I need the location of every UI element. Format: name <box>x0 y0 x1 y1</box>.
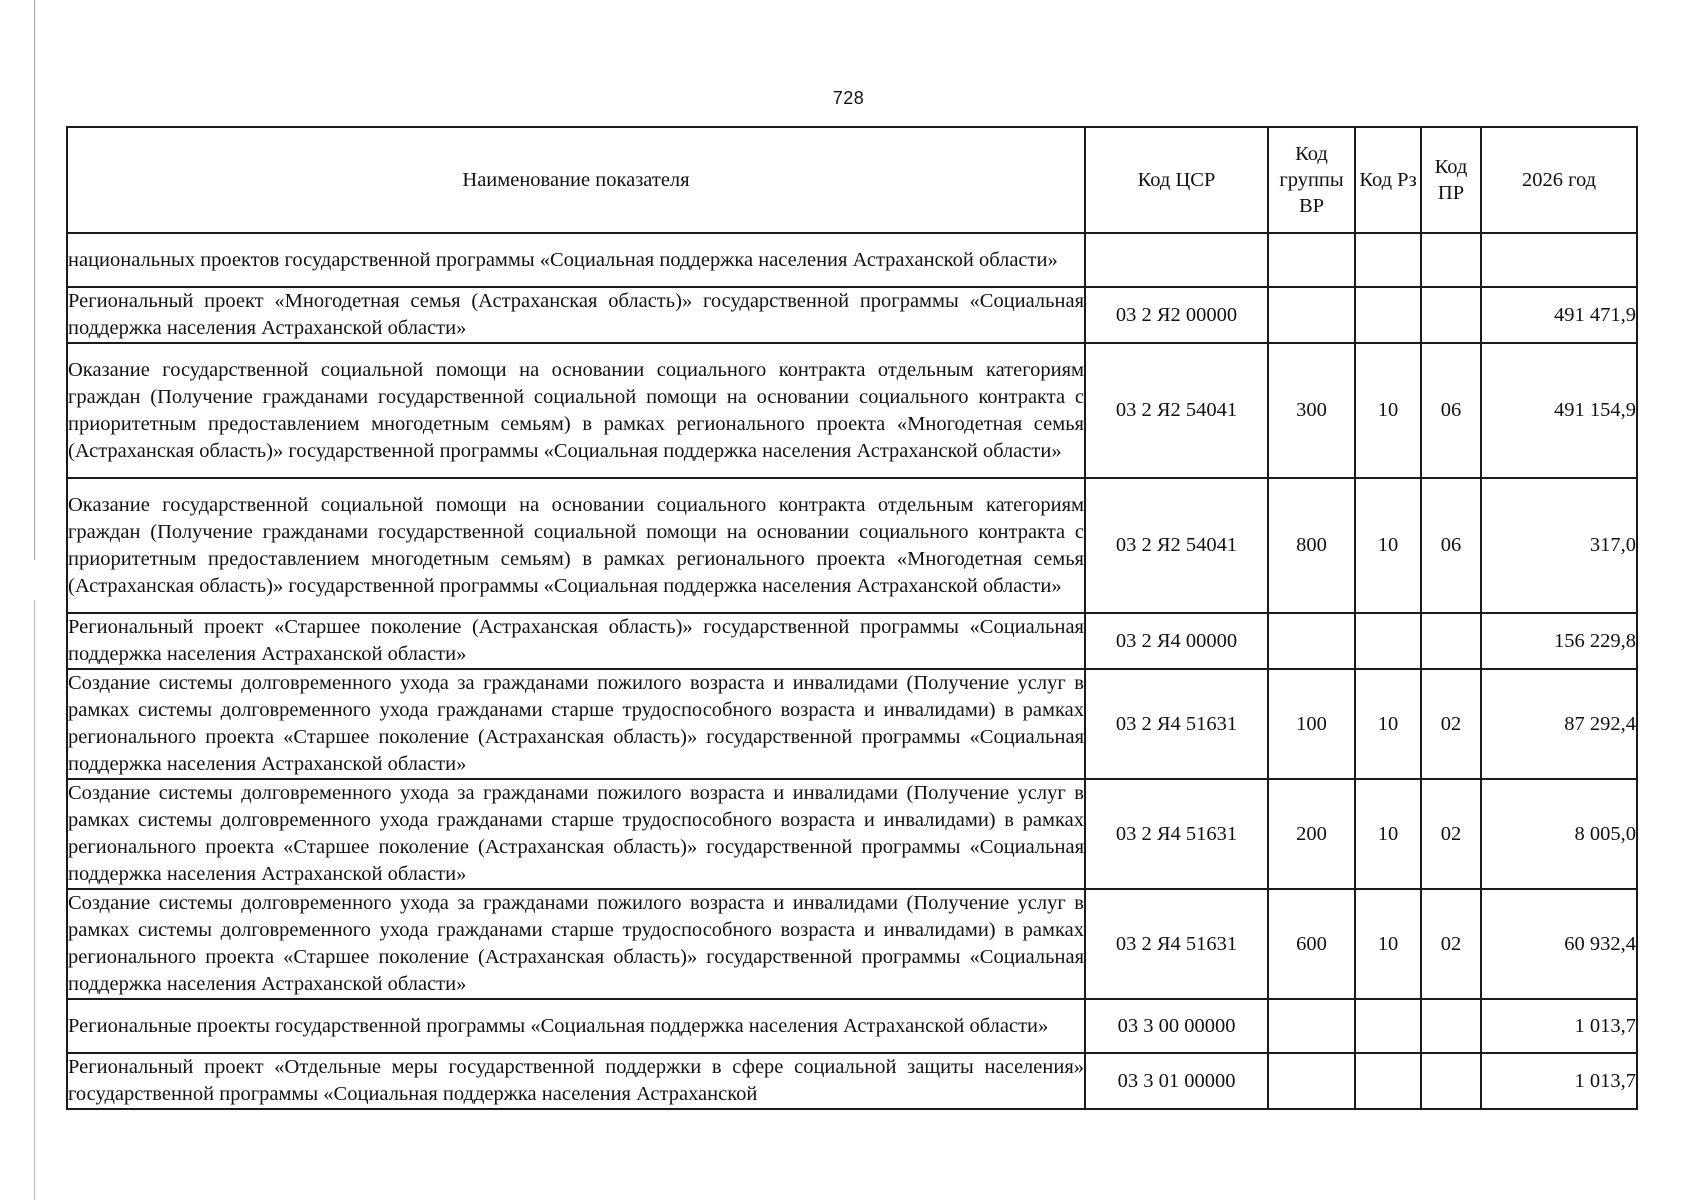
row-name: Создание системы долговременного ухода за гражданами пожилого возраста и инвалидами (Получение услуг в рамках системы долговременного ухода гражданами старше трудоспособного возраста и инвалидами) в рамках регионального проекта «Старшее поколение (Астраханская область)» государственной программы «Социальная поддержка населения Астраханской области» <box>67 669 1085 779</box>
row-vr: 800 <box>1268 478 1355 613</box>
row-rz <box>1355 999 1421 1053</box>
row-csr: 03 2 Я4 00000 <box>1085 613 1268 669</box>
row-rz: 10 <box>1355 343 1421 478</box>
row-sum: 87 292,4 <box>1481 669 1637 779</box>
header-indicator-name: Наименование показателя <box>67 127 1085 233</box>
row-pr <box>1421 233 1481 287</box>
row-pr: 06 <box>1421 478 1481 613</box>
row-pr <box>1421 999 1481 1053</box>
table-row <box>67 478 1637 613</box>
row-sum: 491 154,9 <box>1481 343 1637 478</box>
table-row <box>67 287 1637 343</box>
table-row <box>67 999 1637 1053</box>
row-sum: 1 013,7 <box>1481 999 1637 1053</box>
row-vr: 600 <box>1268 889 1355 999</box>
row-csr: 03 2 Я2 54041 <box>1085 343 1268 478</box>
page-number: 728 <box>832 88 865 108</box>
row-sum: 60 932,4 <box>1481 889 1637 999</box>
row-sum: 1 013,7 <box>1481 1053 1637 1109</box>
row-name: Создание системы долговременного ухода за гражданами пожилого возраста и инвалидами (Получение услуг в рамках системы долговременного ухода гражданами старше трудоспособного возраста и инвалидами) в рамках регионального проекта «Старшее поколение (Астраханская область)» государственной программы «Социальная поддержка населения Астраханской области» <box>67 889 1085 999</box>
row-vr: 100 <box>1268 669 1355 779</box>
header-csr-code: Код ЦСР <box>1085 127 1268 233</box>
row-rz <box>1355 1053 1421 1109</box>
row-pr: 02 <box>1421 779 1481 889</box>
table-row <box>67 889 1637 999</box>
row-rz: 10 <box>1355 779 1421 889</box>
row-name: Региональные проекты государственной программы «Социальная поддержка населения Астраханской области» <box>67 999 1085 1053</box>
row-rz <box>1355 233 1421 287</box>
row-sum <box>1481 233 1637 287</box>
row-name: Оказание государственной социальной помощи на основании социального контракта отдельным категориям граждан (Получение гражданами государственной социальной помощи на основании социального контракта с приоритетным предоставлением многодетным семьям) в рамках регионального проекта «Многодетная семья (Астраханская область)» государственной программы «Социальная поддержка населения Астраханской области» <box>67 343 1085 478</box>
row-name: Создание системы долговременного ухода за гражданами пожилого возраста и инвалидами (Получение услуг в рамках системы долговременного ухода гражданами старше трудоспособного возраста и инвалидами) в рамках регионального проекта «Старшее поколение (Астраханская область)» государственной программы «Социальная поддержка населения Астраханской области» <box>67 779 1085 889</box>
table-row <box>67 343 1637 478</box>
row-rz: 10 <box>1355 669 1421 779</box>
row-csr: 03 2 Я2 54041 <box>1085 478 1268 613</box>
row-vr <box>1268 233 1355 287</box>
row-vr <box>1268 613 1355 669</box>
header-rz-code: Код Рз <box>1355 127 1421 233</box>
row-csr: 03 2 Я4 51631 <box>1085 889 1268 999</box>
header-year-2026: 2026 год <box>1481 127 1637 233</box>
row-pr <box>1421 613 1481 669</box>
row-name: Оказание государственной социальной помощи на основании социального контракта отдельным категориям граждан (Получение гражданами государственной социальной помощи на основании социального контракта с приоритетным предоставлением многодетным семьям) в рамках регионального проекта «Многодетная семья (Астраханская область)» государственной программы «Социальная поддержка населения Астраханской области» <box>67 478 1085 613</box>
row-pr: 02 <box>1421 889 1481 999</box>
table-header-row <box>67 127 1637 233</box>
header-pr-code: Код ПР <box>1421 127 1481 233</box>
row-rz <box>1355 613 1421 669</box>
row-rz <box>1355 287 1421 343</box>
row-sum: 156 229,8 <box>1481 613 1637 669</box>
row-vr: 200 <box>1268 779 1355 889</box>
table-row <box>67 233 1637 287</box>
row-vr <box>1268 999 1355 1053</box>
row-name: Региональный проект «Старшее поколение (Астраханская область)» государственной программы «Социальная поддержка населения Астраханской области» <box>67 613 1085 669</box>
row-name: Региональный проект «Многодетная семья (Астраханская область)» государственной программы «Социальная поддержка населения Астраханской области» <box>67 287 1085 343</box>
row-pr <box>1421 287 1481 343</box>
row-pr: 02 <box>1421 669 1481 779</box>
table-row <box>67 1053 1637 1109</box>
header-vr-code: Код группы ВР <box>1268 127 1355 233</box>
row-vr: 300 <box>1268 343 1355 478</box>
row-sum: 8 005,0 <box>1481 779 1637 889</box>
budget-table <box>66 126 1638 1110</box>
row-name: национальных проектов государственной программы «Социальная поддержка населения Астраханской области» <box>67 233 1085 287</box>
row-csr <box>1085 233 1268 287</box>
row-rz: 10 <box>1355 889 1421 999</box>
row-name: Региональный проект «Отдельные меры государственной поддержки в сфере социальной защиты населения» государственной программы «Социальная поддержка населения Астраханской <box>67 1053 1085 1109</box>
row-csr: 03 2 Я4 51631 <box>1085 669 1268 779</box>
row-csr: 03 2 Я2 00000 <box>1085 287 1268 343</box>
row-csr: 03 3 01 00000 <box>1085 1053 1268 1109</box>
table-row <box>67 779 1637 889</box>
row-csr: 03 3 00 00000 <box>1085 999 1268 1053</box>
row-rz: 10 <box>1355 478 1421 613</box>
row-sum: 317,0 <box>1481 478 1637 613</box>
table-row <box>67 613 1637 669</box>
table-row <box>67 669 1637 779</box>
row-pr <box>1421 1053 1481 1109</box>
row-pr: 06 <box>1421 343 1481 478</box>
row-csr: 03 2 Я4 51631 <box>1085 779 1268 889</box>
row-vr <box>1268 287 1355 343</box>
row-sum: 491 471,9 <box>1481 287 1637 343</box>
row-vr <box>1268 1053 1355 1109</box>
scan-edge-line <box>34 0 35 1200</box>
